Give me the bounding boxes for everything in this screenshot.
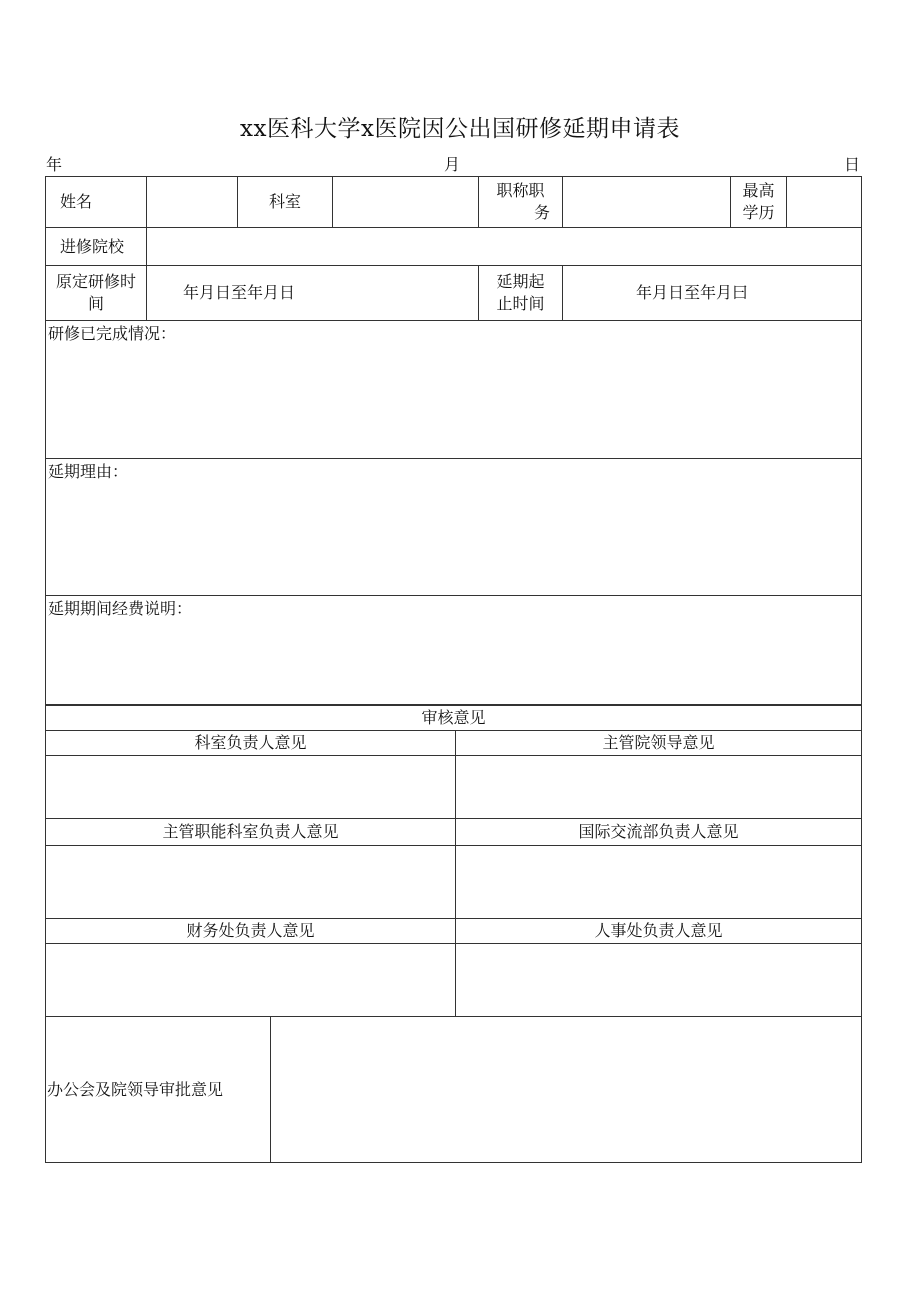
name-label: 姓名 — [46, 177, 147, 228]
funding-label: 延期期间经费说明： — [48, 599, 193, 618]
job-title-label-line1: 职称职 — [496, 181, 545, 200]
education-label-line1: 最高 — [742, 181, 775, 200]
review-table — [45, 705, 862, 1017]
school-value-cell[interactable] — [147, 228, 862, 266]
completed-section[interactable] — [46, 321, 862, 459]
final-table — [45, 1016, 862, 1163]
orig-period-text: 年月日至年月日 — [183, 283, 296, 302]
final-opinion-cell[interactable] — [271, 1017, 862, 1163]
orig-period-label-line2: 间 — [87, 294, 104, 313]
date-month: 月 — [444, 155, 461, 174]
dept-head-label: 科室负责人意见 — [46, 731, 456, 756]
leader-label: 主管院领导意见 — [456, 731, 862, 756]
intl-opinion-cell[interactable] — [456, 846, 862, 919]
education-label-line2: 学历 — [742, 203, 775, 222]
func-head-label: 主管职能科室负责人意见 — [46, 819, 456, 846]
ext-period-label-line1: 延期起 — [496, 272, 545, 291]
orig-period-label-line1: 原定研修时 — [55, 272, 136, 291]
hr-label: 人事处负责人意见 — [456, 919, 862, 944]
dept-label: 科室 — [238, 177, 333, 228]
ext-period-label-line2: 止时间 — [496, 294, 545, 313]
date-year: 年 — [46, 155, 63, 174]
finance-opinion-cell[interactable] — [46, 944, 456, 1017]
hr-opinion-cell[interactable] — [456, 944, 862, 1017]
school-label: 进修院校 — [46, 228, 147, 266]
review-header: 审核意见 — [46, 706, 862, 731]
ext-period-label — [479, 266, 563, 321]
job-title-value-cell[interactable] — [563, 177, 731, 228]
final-label: 办公会及院领导审批意见 — [46, 1017, 271, 1163]
info-table — [45, 176, 862, 705]
reason-label: 延期理由： — [48, 462, 129, 481]
func-head-opinion-cell[interactable] — [46, 846, 456, 919]
job-title-label-line2: 务 — [533, 203, 550, 222]
ext-period-text: 年月日至年月曰 — [635, 283, 748, 302]
completed-label: 研修已完成情况： — [48, 324, 177, 343]
education-value-cell[interactable] — [787, 177, 862, 228]
funding-section[interactable] — [46, 596, 862, 705]
orig-period-label — [46, 266, 147, 321]
leader-opinion-cell[interactable] — [456, 756, 862, 819]
reason-section[interactable] — [46, 459, 862, 596]
orig-period-value[interactable] — [147, 266, 479, 321]
ext-period-value[interactable] — [563, 266, 862, 321]
dept-head-opinion-cell[interactable] — [46, 756, 456, 819]
name-value-cell[interactable] — [147, 177, 238, 228]
job-title-label — [479, 177, 563, 228]
date-line — [46, 152, 860, 176]
intl-label: 国际交流部负责人意见 — [456, 819, 862, 846]
finance-label: 财务处负责人意见 — [46, 919, 456, 944]
education-label — [731, 177, 787, 228]
dept-value-cell[interactable] — [333, 177, 479, 228]
date-day: 日 — [843, 155, 860, 174]
form-title: xx医科大学x医院因公出国研修延期申请表 — [240, 116, 680, 142]
